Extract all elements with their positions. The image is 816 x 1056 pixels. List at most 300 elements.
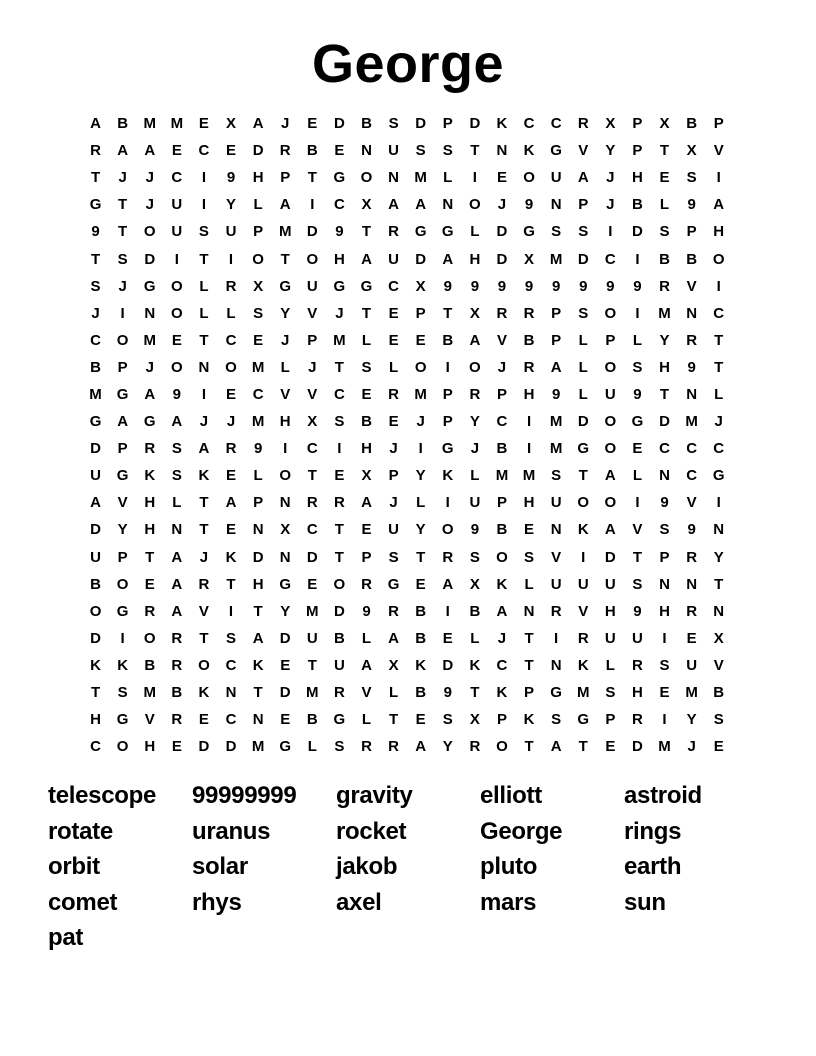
grid-cell: H xyxy=(144,494,156,512)
grid-cell: U xyxy=(469,494,481,512)
grid-cell: C xyxy=(686,467,698,485)
grid-cell: G xyxy=(333,277,346,295)
grid-cell: M xyxy=(143,331,156,349)
grid-cell: A xyxy=(577,169,589,187)
grid-cell: L xyxy=(253,467,263,485)
grid-cell: L xyxy=(416,494,426,512)
grid-cell: M xyxy=(576,684,590,702)
grid-cell: V xyxy=(632,521,643,539)
grid-cell: E xyxy=(361,385,372,403)
grid-cell: V xyxy=(496,331,507,349)
grid-cell: I xyxy=(608,223,613,241)
grid-cell: H xyxy=(144,521,156,539)
grid-cell: Y xyxy=(605,142,616,160)
grid-cell: O xyxy=(225,358,237,376)
grid-cell: T xyxy=(199,629,209,647)
grid-cell: N xyxy=(198,358,210,376)
word-list-item: pat xyxy=(48,924,84,951)
grid-cell: E xyxy=(415,575,426,593)
grid-cell: O xyxy=(116,331,129,349)
grid-cell: J xyxy=(145,196,154,214)
grid-cell: A xyxy=(361,656,372,674)
grid-cell: Y xyxy=(280,304,291,322)
grid-cell: E xyxy=(280,656,291,674)
grid-cell: P xyxy=(388,467,399,485)
grid-cell: E xyxy=(171,331,182,349)
grid-cell: E xyxy=(442,629,453,647)
grid-cell: A xyxy=(550,358,562,376)
grid-cell: A xyxy=(171,602,183,620)
grid-cell: 9 xyxy=(551,385,561,403)
word-list-item: sun xyxy=(624,888,666,916)
grid-cell: A xyxy=(90,494,101,512)
grid-cell: E xyxy=(686,629,697,647)
grid-cell: U xyxy=(686,656,698,674)
grid-cell: B xyxy=(306,142,318,160)
grid-cell: O xyxy=(170,277,183,295)
grid-cell: K xyxy=(442,467,454,485)
grid-cell: H xyxy=(659,602,670,620)
grid-cell: V xyxy=(686,277,697,295)
grid-cell: R xyxy=(333,494,345,512)
grid-cell: A xyxy=(415,738,427,756)
grid-cell: K xyxy=(144,467,156,485)
grid-cell: I xyxy=(554,629,559,647)
grid-cell: I xyxy=(418,440,423,458)
grid-cell: H xyxy=(604,602,616,620)
grid-cell: M xyxy=(251,738,265,756)
grid-cell: J xyxy=(199,413,209,431)
grid-cell: G xyxy=(577,440,590,458)
grid-cell: 9 xyxy=(687,196,696,214)
grid-cell: K xyxy=(252,656,264,674)
grid-cell: E xyxy=(713,738,724,756)
grid-cell: K xyxy=(577,656,589,674)
grid-cell: 9 xyxy=(524,196,534,214)
grid-cell: I xyxy=(662,629,667,647)
grid-cell: P xyxy=(442,115,453,133)
grid-cell: V xyxy=(551,548,562,566)
grid-cell: G xyxy=(441,223,454,241)
grid-cell: S xyxy=(442,711,453,729)
grid-cell: T xyxy=(443,304,453,322)
grid-cell: G xyxy=(414,223,427,241)
grid-cell: 9 xyxy=(443,684,452,702)
grid-cell: T xyxy=(334,521,344,539)
grid-cell: J xyxy=(281,331,290,349)
grid-cell: P xyxy=(442,413,453,431)
grid-cell: J xyxy=(416,413,425,431)
grid-cell: 9 xyxy=(524,277,534,295)
grid-cell: A xyxy=(90,115,101,133)
grid-cell: S xyxy=(388,548,399,566)
grid-cell: E xyxy=(307,575,318,593)
grid-cell: 9 xyxy=(687,521,696,539)
grid-cell: E xyxy=(524,521,535,539)
grid-cell: S xyxy=(551,223,562,241)
grid-cell: V xyxy=(144,711,155,729)
grid-cell: C xyxy=(198,142,210,160)
grid-cell: S xyxy=(198,223,209,241)
grid-cell: D xyxy=(415,115,427,133)
grid-cell: R xyxy=(90,142,101,160)
grid-cell: S xyxy=(334,413,345,431)
grid-cell: C xyxy=(90,331,101,349)
grid-cell: V xyxy=(198,602,209,620)
grid-cell: U xyxy=(171,196,183,214)
grid-cell: T xyxy=(280,250,290,268)
grid-cell: S xyxy=(361,358,372,376)
grid-cell: L xyxy=(632,331,642,349)
grid-cell: S xyxy=(171,440,182,458)
grid-cell: I xyxy=(716,169,721,187)
grid-cell: T xyxy=(659,142,670,160)
grid-cell: D xyxy=(198,738,210,756)
grid-cell: V xyxy=(280,385,291,403)
grid-cell: P xyxy=(496,711,507,729)
grid-cell: O xyxy=(170,358,183,376)
grid-cell: R xyxy=(577,115,589,133)
grid-cell: N xyxy=(686,385,698,403)
grid-cell: M xyxy=(143,684,156,702)
grid-cell: N xyxy=(550,656,562,674)
grid-cell: L xyxy=(361,629,372,647)
grid-cell: L xyxy=(470,629,480,647)
grid-cell: S xyxy=(632,575,643,593)
grid-cell: E xyxy=(226,385,237,403)
grid-cell: X xyxy=(415,277,426,295)
grid-cell: R xyxy=(550,602,562,620)
grid-cell: T xyxy=(253,684,263,702)
grid-cell: A xyxy=(361,250,372,268)
grid-cell: T xyxy=(145,548,155,566)
grid-cell: N xyxy=(686,575,698,593)
grid-cell: T xyxy=(199,494,209,512)
grid-cell: R xyxy=(306,494,318,512)
grid-cell: T xyxy=(307,169,317,187)
grid-cell: A xyxy=(442,250,454,268)
grid-cell: J xyxy=(199,548,209,566)
grid-cell: S xyxy=(388,115,399,133)
grid-cell: 9 xyxy=(470,277,480,295)
grid-cell: B xyxy=(90,575,101,593)
grid-cell: G xyxy=(333,169,346,187)
grid-cell: P xyxy=(524,684,535,702)
grid-cell: E xyxy=(280,711,291,729)
word-list-item: rotate xyxy=(48,817,113,845)
grid-cell: E xyxy=(415,711,426,729)
grid-cell: T xyxy=(524,738,534,756)
grid-cell: S xyxy=(659,223,670,241)
grid-cell: D xyxy=(306,223,318,241)
grid-cell: X xyxy=(226,115,237,133)
grid-cell: M xyxy=(89,385,102,403)
grid-cell: E xyxy=(198,115,209,133)
grid-cell: A xyxy=(171,548,183,566)
grid-cell: D xyxy=(469,115,481,133)
grid-cell: G xyxy=(89,196,102,214)
grid-cell: C xyxy=(306,440,318,458)
grid-cell: L xyxy=(605,656,615,674)
grid-cell: P xyxy=(551,304,562,322)
word-list-item: uranus xyxy=(192,817,271,845)
grid-cell: M xyxy=(251,413,265,431)
grid-cell: I xyxy=(635,250,640,268)
grid-cell: H xyxy=(361,440,372,458)
grid-cell: U xyxy=(171,223,183,241)
grid-cell: D xyxy=(333,115,345,133)
grid-cell: 9 xyxy=(497,277,507,295)
grid-cell: N xyxy=(550,196,562,214)
grid-cell: G xyxy=(712,467,725,485)
grid-cell: D xyxy=(252,548,264,566)
grid-cell: X xyxy=(524,250,535,268)
grid-cell: R xyxy=(361,575,372,593)
grid-cell: D xyxy=(496,250,508,268)
grid-cell: E xyxy=(605,738,616,756)
grid-cell: N xyxy=(252,521,264,539)
grid-cell: E xyxy=(307,115,318,133)
grid-cell: A xyxy=(252,115,264,133)
grid-cell: H xyxy=(469,250,481,268)
grid-cell: R xyxy=(171,656,183,674)
grid-cell: G xyxy=(116,385,129,403)
grid-cell: X xyxy=(253,277,264,295)
grid-cell: R xyxy=(442,548,454,566)
grid-cell: A xyxy=(388,629,399,647)
grid-cell: R xyxy=(523,358,535,376)
grid-cell: T xyxy=(470,142,480,160)
grid-cell: U xyxy=(388,521,399,539)
grid-cell: O xyxy=(469,358,481,376)
grid-cell: S xyxy=(713,711,724,729)
grid-cell: I xyxy=(635,304,640,322)
grid-cell: H xyxy=(90,711,101,729)
grid-cell: D xyxy=(90,440,101,458)
grid-cell: I xyxy=(120,304,125,322)
grid-cell: T xyxy=(199,331,209,349)
grid-cell: M xyxy=(306,684,319,702)
grid-cell: L xyxy=(578,385,588,403)
grid-cell: R xyxy=(225,277,237,295)
grid-cell: S xyxy=(90,277,101,295)
grid-cell: L xyxy=(659,196,670,214)
grid-cell: O xyxy=(441,521,454,539)
grid-cell: 9 xyxy=(172,385,181,403)
grid-cell: K xyxy=(117,656,129,674)
grid-cell: S xyxy=(551,467,562,485)
grid-cell: N xyxy=(659,467,670,485)
grid-cell: M xyxy=(278,223,292,241)
grid-cell: H xyxy=(523,494,535,512)
grid-cell: J xyxy=(687,738,696,756)
grid-cell: J xyxy=(497,196,507,214)
grid-cell: O xyxy=(306,250,319,268)
grid-cell: B xyxy=(117,115,129,133)
letter-grid xyxy=(82,110,733,760)
grid-cell: D xyxy=(279,629,291,647)
grid-cell: G xyxy=(441,440,454,458)
word-list-item: gravity xyxy=(336,782,413,809)
grid-cell: V xyxy=(361,684,372,702)
grid-cell: B xyxy=(496,440,508,458)
grid-cell: N xyxy=(144,304,156,322)
grid-cell: N xyxy=(713,602,725,620)
grid-cell: R xyxy=(496,304,508,322)
grid-cell: S xyxy=(578,304,589,322)
grid-cell: R xyxy=(388,738,399,756)
grid-cell: I xyxy=(174,250,179,268)
grid-cell: P xyxy=(253,223,264,241)
grid-cell: X xyxy=(713,629,724,647)
grid-cell: 9 xyxy=(91,223,100,241)
word-list-item: comet xyxy=(48,888,118,916)
grid-cell: T xyxy=(632,548,642,566)
grid-cell: E xyxy=(334,142,345,160)
grid-cell: B xyxy=(496,521,508,539)
grid-cell: O xyxy=(469,196,481,214)
grid-cell: O xyxy=(604,413,617,431)
word-list-item: 99999999 xyxy=(192,782,297,809)
grid-cell: S xyxy=(659,521,670,539)
grid-cell: T xyxy=(361,223,372,241)
grid-cell: I xyxy=(201,196,206,214)
grid-cell: A xyxy=(604,521,616,539)
grid-cell: J xyxy=(389,440,398,458)
grid-cell: N xyxy=(279,548,291,566)
grid-cell: L xyxy=(172,494,182,512)
grid-cell: 9 xyxy=(253,440,263,458)
grid-cell: H xyxy=(632,169,643,187)
grid-cell: G xyxy=(550,142,562,160)
grid-cell: V xyxy=(307,385,318,403)
grid-cell: D xyxy=(306,548,318,566)
grid-cell: O xyxy=(170,304,183,322)
grid-cell: G xyxy=(143,277,156,295)
grid-cell: D xyxy=(442,656,454,674)
grid-cell: E xyxy=(171,738,182,756)
grid-cell: S xyxy=(171,467,182,485)
grid-cell: H xyxy=(144,738,156,756)
grid-cell: A xyxy=(415,196,427,214)
grid-cell: G xyxy=(116,467,129,485)
word-list-item: rhys xyxy=(192,888,242,916)
grid-cell: E xyxy=(171,142,182,160)
grid-cell: I xyxy=(445,602,450,620)
grid-cell: C xyxy=(496,656,508,674)
grid-cell: R xyxy=(686,602,698,620)
grid-cell: O xyxy=(360,169,373,187)
grid-cell: T xyxy=(388,711,399,729)
grid-cell: 9 xyxy=(443,277,452,295)
grid-cell: R xyxy=(333,684,345,702)
grid-cell: S xyxy=(442,142,453,160)
grid-cell: G xyxy=(550,684,562,702)
grid-cell: J xyxy=(118,277,127,295)
grid-cell: T xyxy=(253,602,263,620)
grid-cell: X xyxy=(361,467,372,485)
grid-cell: L xyxy=(307,738,317,756)
grid-cell: D xyxy=(333,602,345,620)
grid-cell: T xyxy=(578,467,588,485)
grid-cell: P xyxy=(551,331,562,349)
grid-cell: A xyxy=(550,738,562,756)
grid-cell: U xyxy=(90,548,101,566)
grid-cell: I xyxy=(472,169,477,187)
grid-cell: R xyxy=(632,711,643,729)
grid-cell: C xyxy=(713,304,725,322)
word-list-item: solar xyxy=(192,853,248,880)
grid-cell: C xyxy=(333,196,345,214)
word-list-item: earth xyxy=(624,853,682,880)
grid-cell: M xyxy=(549,413,563,431)
word-list-item: jakob xyxy=(336,853,398,880)
grid-cell: T xyxy=(118,196,128,214)
grid-cell: A xyxy=(496,602,508,620)
grid-cell: L xyxy=(199,277,209,295)
grid-cell: M xyxy=(658,738,671,756)
grid-cell: K xyxy=(415,656,427,674)
grid-cell: Y xyxy=(226,196,237,214)
grid-cell: J xyxy=(389,494,398,512)
grid-cell: I xyxy=(337,440,342,458)
grid-cell: J xyxy=(226,413,236,431)
grid-cell: T xyxy=(226,575,236,593)
grid-cell: B xyxy=(90,358,101,376)
grid-cell: X xyxy=(686,142,697,160)
grid-cell: B xyxy=(171,684,183,702)
grid-cell: H xyxy=(659,358,670,376)
grid-cell: R xyxy=(388,602,399,620)
grid-cell: 9 xyxy=(362,602,371,620)
grid-cell: U xyxy=(604,575,616,593)
grid-cell: A xyxy=(144,142,156,160)
grid-cell: P xyxy=(496,494,507,512)
grid-cell: U xyxy=(388,250,399,268)
grid-cell: K xyxy=(523,711,535,729)
grid-cell: E xyxy=(226,142,237,160)
grid-cell: O xyxy=(116,738,129,756)
grid-cell: R xyxy=(279,142,291,160)
grid-cell: S xyxy=(117,250,128,268)
grid-cell: P xyxy=(659,548,670,566)
grid-cell: G xyxy=(577,711,590,729)
grid-cell: E xyxy=(253,331,264,349)
grid-cell: 9 xyxy=(606,277,615,295)
grid-cell: A xyxy=(604,467,616,485)
grid-cell: I xyxy=(310,196,315,214)
grid-cell: J xyxy=(145,169,154,187)
grid-cell: T xyxy=(361,304,372,322)
grid-cell: G xyxy=(89,413,102,431)
grid-cell: T xyxy=(334,548,344,566)
grid-cell: 9 xyxy=(633,602,642,620)
grid-cell: S xyxy=(551,711,562,729)
grid-cell: I xyxy=(445,358,450,376)
grid-cell: P xyxy=(117,358,128,376)
grid-cell: D xyxy=(632,738,643,756)
grid-cell: U xyxy=(550,575,562,593)
grid-cell: X xyxy=(307,413,318,431)
grid-cell: X xyxy=(469,575,480,593)
grid-cell: J xyxy=(308,358,317,376)
grid-cell: G xyxy=(116,602,129,620)
grid-cell: D xyxy=(496,223,508,241)
grid-cell: J xyxy=(714,413,723,431)
grid-cell: 9 xyxy=(660,494,669,512)
grid-cell: O xyxy=(333,575,346,593)
grid-cell: H xyxy=(252,169,264,187)
